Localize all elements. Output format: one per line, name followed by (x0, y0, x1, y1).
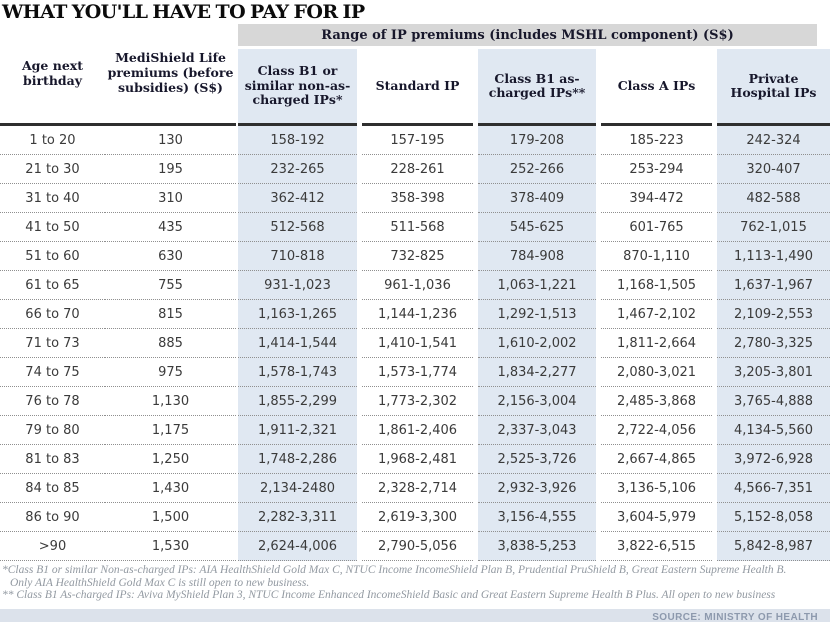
premium-value-cell: 3,205-3,801 (717, 358, 830, 387)
premium-value-cell: 2,156-3,004 (478, 387, 596, 416)
premium-value-cell: 601-765 (601, 213, 712, 242)
premium-value-cell: 1,414-1,544 (238, 329, 357, 358)
age-band-cell: 74 to 75 (0, 358, 105, 387)
table-row (0, 474, 830, 503)
premium-value-cell: 4,566-7,351 (717, 474, 830, 503)
age-band-cell: 41 to 50 (0, 213, 105, 242)
premium-value-cell: 512-568 (238, 213, 357, 242)
premium-value-cell: 1,773-2,302 (362, 387, 473, 416)
premium-value-cell: 435 (105, 213, 236, 242)
premium-value-cell: 1,250 (105, 445, 236, 474)
premium-value-cell: 310 (105, 184, 236, 213)
column-header-class-b1-as-charged: Class B1 as-charged IPs** (478, 49, 596, 126)
premium-value-cell: 2,525-3,726 (478, 445, 596, 474)
premium-value-cell: 545-625 (478, 213, 596, 242)
premium-value-cell: 2,337-3,043 (478, 416, 596, 445)
premium-value-cell: 762-1,015 (717, 213, 830, 242)
footnote-line: *Class B1 or similar Non-as-charged IPs: AIA HealthShield Gold Max C, NTUC Income IncomeShield Plan B, Prudential PruShield B, Great Eastern Supreme Health B. (2, 564, 787, 576)
premium-value-cell: 755 (105, 271, 236, 300)
premium-value-cell: 511-568 (362, 213, 473, 242)
age-band-cell: 76 to 78 (0, 387, 105, 416)
premium-value-cell: 630 (105, 242, 236, 271)
table-row (0, 532, 830, 561)
column-header-standard-ip: Standard IP (362, 49, 473, 126)
premium-value-cell: 2,080-3,021 (601, 358, 712, 387)
premium-value-cell: 1,968-2,481 (362, 445, 473, 474)
premium-value-cell: 2,667-4,865 (601, 445, 712, 474)
table-row (0, 300, 830, 329)
age-band-cell: 79 to 80 (0, 416, 105, 445)
column-header-class-b1-non-as-charged: Class B1 or similar non-as-charged IPs* (238, 49, 357, 126)
premium-value-cell: 1,130 (105, 387, 236, 416)
premium-value-cell: 5,842-8,987 (717, 532, 830, 561)
premium-value-cell: 870-1,110 (601, 242, 712, 271)
premium-value-cell: 252-266 (478, 155, 596, 184)
age-band-cell: 86 to 90 (0, 503, 105, 532)
footnote-line: Only AIA HealthShield Gold Max C is still open to new business. (10, 576, 310, 589)
premium-value-cell: 1,163-1,265 (238, 300, 357, 329)
premium-value-cell: 2,722-4,056 (601, 416, 712, 445)
premium-value-cell: 3,838-5,253 (478, 532, 596, 561)
premium-value-cell: 1,573-1,774 (362, 358, 473, 387)
table-row (0, 242, 830, 271)
premium-value-cell: 320-407 (717, 155, 830, 184)
footnotes (0, 561, 830, 602)
table-row (0, 213, 830, 242)
age-band-cell: 81 to 83 (0, 445, 105, 474)
column-header-private-hospital: Private Hospital IPs (717, 49, 830, 126)
premium-value-cell: 2,790-5,056 (362, 532, 473, 561)
table-header (0, 24, 830, 126)
table-row (0, 503, 830, 532)
premium-value-cell: 242-324 (717, 126, 830, 155)
premium-value-cell: 358-398 (362, 184, 473, 213)
table-row (0, 358, 830, 387)
premium-value-cell: 482-588 (717, 184, 830, 213)
premium-value-cell: 961-1,036 (362, 271, 473, 300)
premium-value-cell: 3,822-6,515 (601, 532, 712, 561)
premium-value-cell: 1,811-2,664 (601, 329, 712, 358)
premium-value-cell: 228-261 (362, 155, 473, 184)
table-row (0, 329, 830, 358)
premium-value-cell: 130 (105, 126, 236, 155)
premium-value-cell: 362-412 (238, 184, 357, 213)
premium-value-cell: 1,292-1,513 (478, 300, 596, 329)
premium-value-cell: 1,861-2,406 (362, 416, 473, 445)
premium-value-cell: 1,430 (105, 474, 236, 503)
premium-value-cell: 394-472 (601, 184, 712, 213)
premium-value-cell: 3,765-4,888 (717, 387, 830, 416)
age-band-cell: 61 to 65 (0, 271, 105, 300)
column-header-age: Age next birthday (0, 24, 105, 126)
premium-value-cell: 975 (105, 358, 236, 387)
premium-value-cell: 2,624-4,006 (238, 532, 357, 561)
table-row (0, 184, 830, 213)
premium-value-cell: 1,911-2,321 (238, 416, 357, 445)
table-row (0, 126, 830, 155)
premium-value-cell: 1,578-1,743 (238, 358, 357, 387)
group-header-band: Range of IP premiums (includes MSHL component) (S$) (238, 24, 817, 46)
source-credit: SOURCE: MINISTRY OF HEALTH (652, 612, 818, 622)
table-row (0, 271, 830, 300)
premium-value-cell: 2,932-3,926 (478, 474, 596, 503)
premium-value-cell: 3,972-6,928 (717, 445, 830, 474)
premium-value-cell: 931-1,023 (238, 271, 357, 300)
source-bar (0, 609, 830, 622)
premium-value-cell: 1,113-1,490 (717, 242, 830, 271)
table-row (0, 416, 830, 445)
premium-value-cell: 2,780-3,325 (717, 329, 830, 358)
premium-value-cell: 2,282-3,311 (238, 503, 357, 532)
age-band-cell: >90 (0, 532, 105, 561)
premium-value-cell: 1,748-2,286 (238, 445, 357, 474)
footnote-line: ** Class B1 As-charged IPs: Aviva MyShield Plan 3, NTUC Income Enhanced IncomeShield Basic and Great Eastern Supreme Health B Plus. All open to new business (2, 589, 776, 601)
premium-value-cell: 815 (105, 300, 236, 329)
premium-value-cell: 2,485-3,868 (601, 387, 712, 416)
premium-value-cell: 157-195 (362, 126, 473, 155)
premium-value-cell: 2,134-2480 (238, 474, 357, 503)
column-header-medishield-premiums: MediShield Life premiums (before subsidies) (S$) (105, 24, 236, 126)
premium-value-cell: 1,144-1,236 (362, 300, 473, 329)
premium-value-cell: 1,500 (105, 503, 236, 532)
premium-value-cell: 710-818 (238, 242, 357, 271)
premium-value-cell: 5,152-8,058 (717, 503, 830, 532)
premium-value-cell: 885 (105, 329, 236, 358)
premium-value-cell: 179-208 (478, 126, 596, 155)
age-band-cell: 84 to 85 (0, 474, 105, 503)
premium-value-cell: 1,175 (105, 416, 236, 445)
table-row (0, 155, 830, 184)
age-band-cell: 1 to 20 (0, 126, 105, 155)
premium-value-cell: 1,168-1,505 (601, 271, 712, 300)
premium-value-cell: 253-294 (601, 155, 712, 184)
age-band-cell: 21 to 30 (0, 155, 105, 184)
premium-value-cell: 3,604-5,979 (601, 503, 712, 532)
premium-value-cell: 784-908 (478, 242, 596, 271)
premium-value-cell: 1,610-2,002 (478, 329, 596, 358)
premium-value-cell: 1,855-2,299 (238, 387, 357, 416)
premium-value-cell: 1,530 (105, 532, 236, 561)
premium-value-cell: 1,467-2,102 (601, 300, 712, 329)
column-header-class-a: Class A IPs (601, 49, 712, 126)
premium-value-cell: 1,410-1,541 (362, 329, 473, 358)
premium-value-cell: 1,834-2,277 (478, 358, 596, 387)
premium-value-cell: 158-192 (238, 126, 357, 155)
premium-value-cell: 3,136-5,106 (601, 474, 712, 503)
premium-value-cell: 378-409 (478, 184, 596, 213)
premium-value-cell: 1,063-1,221 (478, 271, 596, 300)
age-band-cell: 71 to 73 (0, 329, 105, 358)
premium-value-cell: 2,619-3,300 (362, 503, 473, 532)
premium-value-cell: 732-825 (362, 242, 473, 271)
age-band-cell: 31 to 40 (0, 184, 105, 213)
premium-value-cell: 4,134-5,560 (717, 416, 830, 445)
table-row (0, 445, 830, 474)
premium-value-cell: 185-223 (601, 126, 712, 155)
premium-value-cell: 195 (105, 155, 236, 184)
premium-value-cell: 232-265 (238, 155, 357, 184)
premium-value-cell: 2,109-2,553 (717, 300, 830, 329)
age-band-cell: 51 to 60 (0, 242, 105, 271)
age-band-cell: 66 to 70 (0, 300, 105, 329)
table-body (0, 126, 830, 561)
premium-value-cell: 1,637-1,967 (717, 271, 830, 300)
premium-value-cell: 2,328-2,714 (362, 474, 473, 503)
premium-value-cell: 3,156-4,555 (478, 503, 596, 532)
table-row (0, 387, 830, 416)
page-title: WHAT YOU'LL HAVE TO PAY FOR IP (2, 1, 365, 23)
